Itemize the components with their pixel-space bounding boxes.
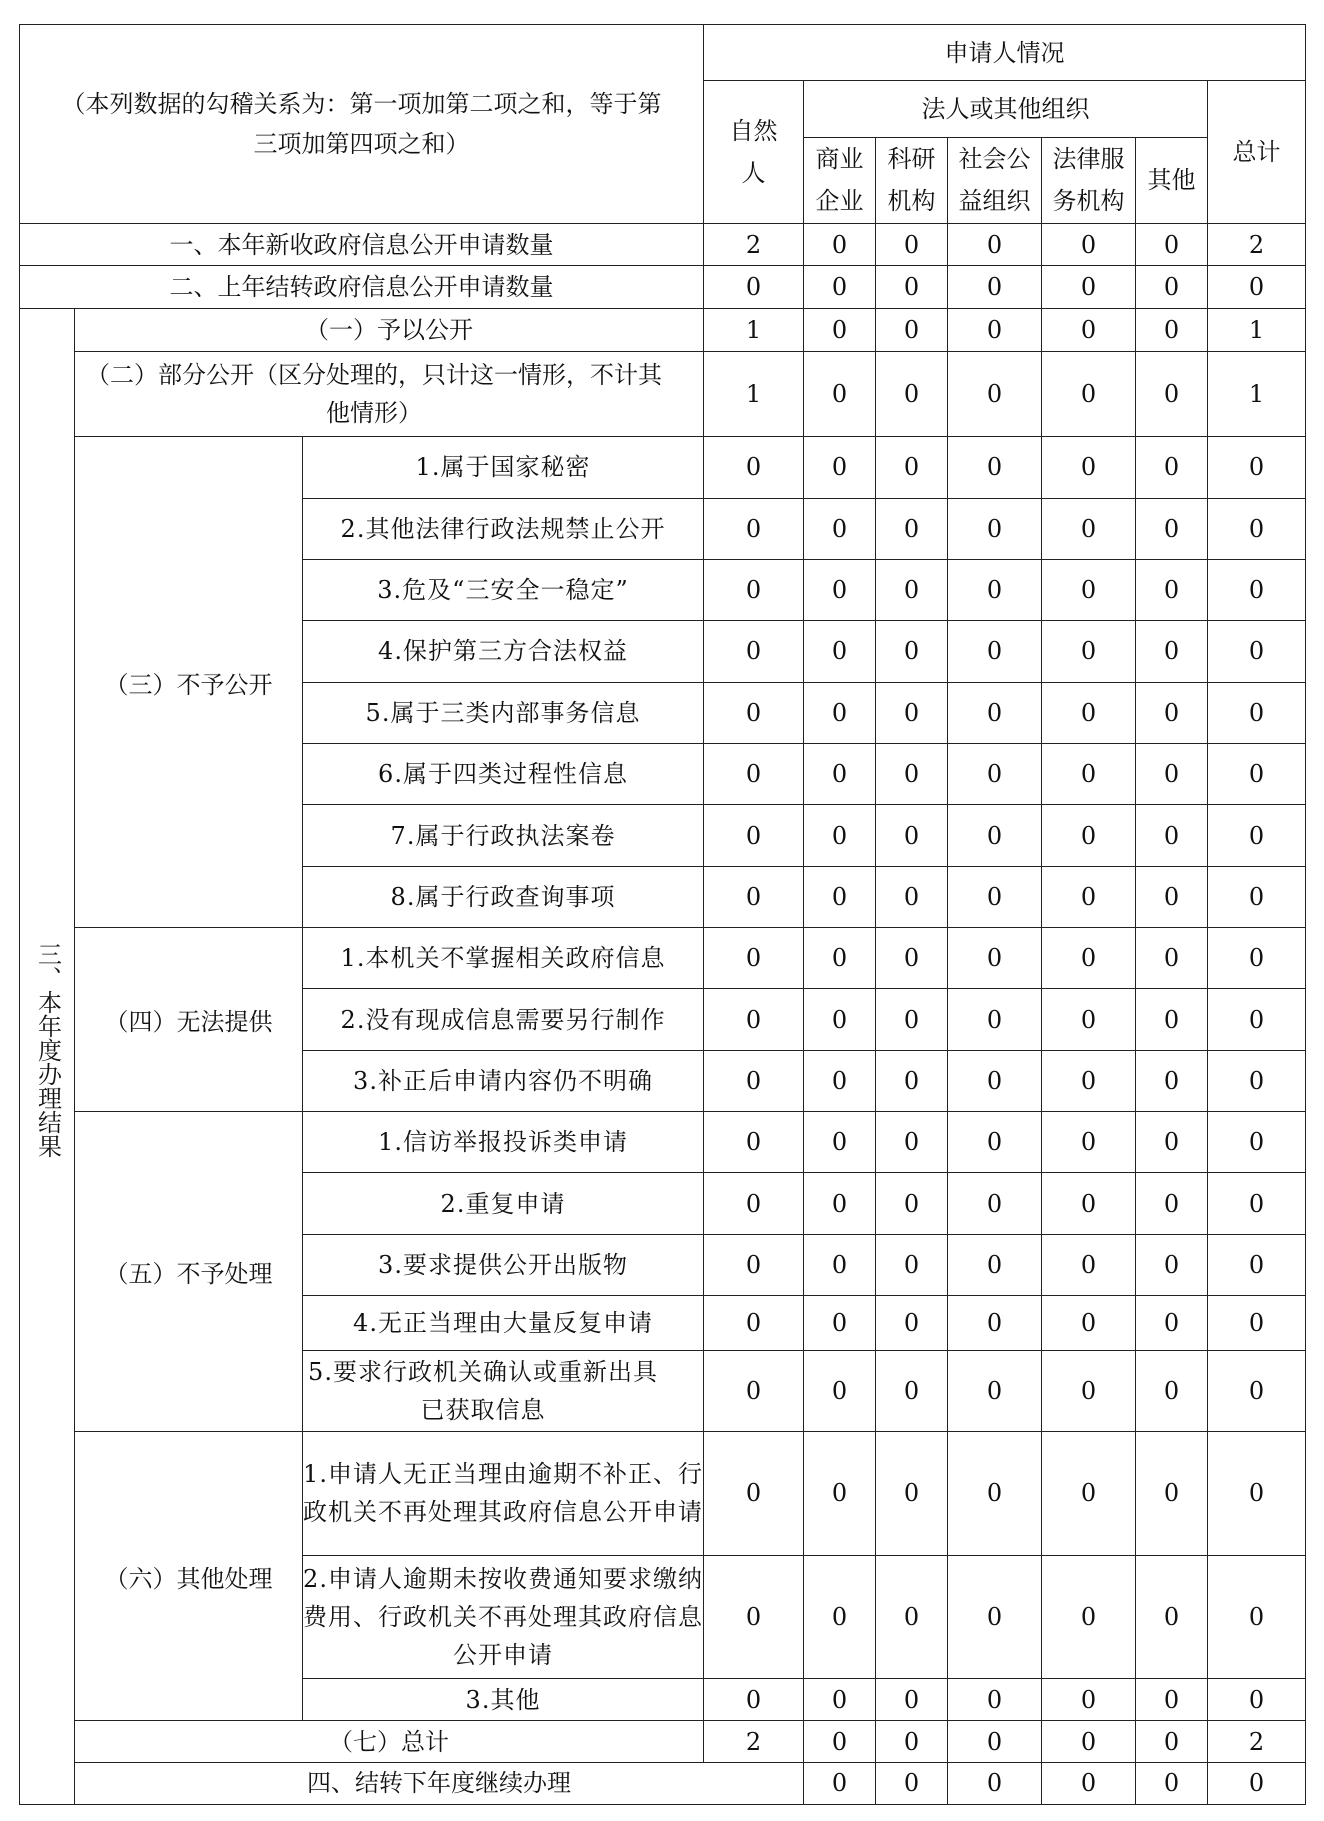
value-cell: 1 [704, 308, 804, 351]
col-header-other: 其他 [1136, 137, 1208, 223]
row-label: 2.重复申请 [303, 1173, 704, 1234]
value-cell: 0 [804, 559, 876, 620]
value-cell: 0 [876, 682, 948, 743]
value-cell: 0 [876, 498, 948, 559]
value-cell: 0 [1208, 1173, 1306, 1234]
value-cell: 0 [1136, 1050, 1208, 1111]
value-cell: 0 [948, 1431, 1042, 1555]
value-cell: 0 [948, 351, 1042, 436]
value-cell: 0 [804, 1173, 876, 1234]
table-row [20, 266, 1306, 308]
row-label: 3.补正后申请内容仍不明确 [303, 1050, 704, 1111]
value-cell: 0 [1208, 989, 1306, 1050]
value-cell: 0 [1208, 621, 1306, 682]
value-cell: 0 [1042, 351, 1136, 436]
row-label: （一）予以公开 [75, 308, 704, 351]
value-cell: 0 [1208, 437, 1306, 498]
value-cell: 0 [804, 1762, 876, 1804]
row-label: 5.属于三类内部事务信息 [303, 682, 704, 743]
row-label: （七）总计 [75, 1721, 704, 1762]
value-cell: 0 [948, 866, 1042, 927]
value-cell: 0 [876, 1679, 948, 1721]
value-cell: 0 [948, 682, 1042, 743]
value-cell: 0 [1042, 866, 1136, 927]
value-cell: 0 [1042, 1234, 1136, 1295]
value-cell: 0 [804, 351, 876, 436]
value-cell: 0 [1136, 1555, 1208, 1679]
value-cell: 1 [704, 351, 804, 436]
value-cell: 0 [1042, 1173, 1136, 1234]
value-cell: 0 [1136, 743, 1208, 804]
value-cell: 0 [876, 866, 948, 927]
value-cell: 0 [1136, 1679, 1208, 1721]
value-cell: 0 [1136, 1721, 1208, 1762]
value-cell: 0 [704, 1296, 804, 1351]
row-label: 一、本年新收政府信息公开申请数量 [20, 224, 704, 266]
table-row [20, 224, 1306, 266]
row-label: 8.属于行政查询事项 [303, 866, 704, 927]
value-cell: 0 [1042, 682, 1136, 743]
value-cell: 0 [1136, 559, 1208, 620]
category-label: （三）不予公开 [75, 437, 303, 928]
row-label: 5.要求行政机关确认或重新出具已获取信息 [303, 1351, 704, 1431]
value-cell: 2 [704, 224, 804, 266]
value-cell: 0 [804, 1555, 876, 1679]
value-cell: 0 [804, 621, 876, 682]
value-cell: 0 [1208, 1431, 1306, 1555]
value-cell: 0 [876, 1351, 948, 1431]
value-cell: 0 [1208, 805, 1306, 866]
value-cell: 0 [876, 1762, 948, 1804]
value-cell: 0 [1136, 805, 1208, 866]
value-cell: 2 [704, 1721, 804, 1762]
table-note: （本列数据的勾稽关系为：第一项加第二项之和，等于第三项加第四项之和） [20, 25, 704, 224]
col-header-legal-service: 法律服务机构 [1042, 137, 1136, 223]
value-cell: 0 [948, 1050, 1042, 1111]
legal-org-header: 法人或其他组织 [804, 81, 1208, 137]
value-cell: 0 [1136, 224, 1208, 266]
value-cell: 0 [1042, 1555, 1136, 1679]
value-cell: 0 [704, 1679, 804, 1721]
value-cell: 0 [1208, 1112, 1306, 1173]
value-cell: 0 [804, 224, 876, 266]
table-row [20, 308, 1306, 351]
value-cell: 0 [1208, 682, 1306, 743]
value-cell: 1 [1208, 351, 1306, 436]
value-cell: 0 [1042, 621, 1136, 682]
value-cell: 0 [804, 928, 876, 989]
value-cell: 0 [948, 1679, 1042, 1721]
value-cell: 0 [704, 498, 804, 559]
value-cell: 0 [1136, 437, 1208, 498]
value-cell: 0 [804, 866, 876, 927]
value-cell: 0 [1136, 1173, 1208, 1234]
value-cell: 0 [804, 682, 876, 743]
value-cell: 0 [804, 437, 876, 498]
statistics-table [19, 24, 1306, 1805]
natural-person-header: 自然人 [704, 81, 804, 224]
row-label: 1.属于国家秘密 [303, 437, 704, 498]
row-label: 3.危及“三安全一稳定” [303, 559, 704, 620]
category-label: （四）无法提供 [75, 928, 303, 1112]
total-header: 总计 [1208, 81, 1306, 224]
value-cell: 0 [1042, 224, 1136, 266]
value-cell: 0 [704, 1050, 804, 1111]
value-cell: 0 [948, 621, 1042, 682]
row-label: （二）部分公开（区分处理的，只计这一情形，不计其他情形） [75, 351, 704, 436]
value-cell: 0 [876, 437, 948, 498]
value-cell: 0 [1042, 1431, 1136, 1555]
col-header-business: 商业企业 [804, 137, 876, 223]
value-cell: 0 [876, 1173, 948, 1234]
section3-text: 三、本年度办理结果 [33, 941, 62, 1158]
value-cell: 0 [804, 805, 876, 866]
row-label: 1.信访举报投诉类申请 [303, 1112, 704, 1173]
value-cell: 0 [948, 266, 1042, 308]
value-cell: 0 [1208, 498, 1306, 559]
value-cell: 0 [804, 743, 876, 804]
value-cell: 0 [1208, 1351, 1306, 1431]
value-cell: 0 [876, 1431, 948, 1555]
value-cell: 0 [876, 1721, 948, 1762]
value-cell: 0 [1042, 805, 1136, 866]
value-cell: 0 [876, 308, 948, 351]
value-cell: 0 [876, 621, 948, 682]
value-cell: 0 [1208, 1050, 1306, 1111]
col-header-public-welfare: 社会公益组织 [948, 137, 1042, 223]
row-label: 3.要求提供公开出版物 [303, 1234, 704, 1295]
table-row [20, 1721, 1306, 1762]
value-cell: 0 [704, 805, 804, 866]
value-cell: 0 [1136, 682, 1208, 743]
table-row [20, 928, 1306, 989]
value-cell: 0 [1042, 743, 1136, 804]
value-cell: 0 [804, 1296, 876, 1351]
value-cell: 0 [1208, 266, 1306, 308]
row-label: 四、结转下年度继续办理 [75, 1762, 804, 1804]
value-cell: 0 [1136, 498, 1208, 559]
value-cell: 0 [704, 266, 804, 308]
value-cell: 0 [1136, 351, 1208, 436]
value-cell: 0 [1042, 437, 1136, 498]
value-cell: 0 [948, 1112, 1042, 1173]
value-cell: 0 [1208, 928, 1306, 989]
row-label: 4.保护第三方合法权益 [303, 621, 704, 682]
value-cell: 0 [1208, 866, 1306, 927]
value-cell: 0 [804, 1721, 876, 1762]
value-cell: 0 [1042, 1050, 1136, 1111]
row-label: 2.其他法律行政法规禁止公开 [303, 498, 704, 559]
value-cell: 0 [704, 1173, 804, 1234]
value-cell: 0 [1042, 1721, 1136, 1762]
value-cell: 0 [804, 989, 876, 1050]
row-label: 2.申请人逾期未按收费通知要求缴纳费用、行政机关不再处理其政府信息公开申请 [303, 1555, 704, 1679]
value-cell: 0 [704, 1555, 804, 1679]
value-cell: 0 [1042, 1296, 1136, 1351]
value-cell: 0 [804, 308, 876, 351]
row-label: 4.无正当理由大量反复申请 [303, 1296, 704, 1351]
value-cell: 0 [1042, 559, 1136, 620]
value-cell: 0 [1136, 1296, 1208, 1351]
table-row [20, 1762, 1306, 1804]
value-cell: 0 [1136, 308, 1208, 351]
value-cell: 0 [876, 559, 948, 620]
value-cell: 0 [704, 743, 804, 804]
value-cell: 0 [1136, 928, 1208, 989]
value-cell: 0 [948, 1555, 1042, 1679]
table-row [20, 1431, 1306, 1555]
value-cell: 0 [876, 266, 948, 308]
value-cell: 0 [948, 805, 1042, 866]
value-cell: 0 [1042, 308, 1136, 351]
value-cell: 0 [704, 437, 804, 498]
value-cell: 0 [704, 1351, 804, 1431]
value-cell: 0 [704, 682, 804, 743]
value-cell: 0 [1042, 1679, 1136, 1721]
value-cell: 0 [1136, 621, 1208, 682]
value-cell: 0 [876, 1234, 948, 1295]
value-cell: 0 [948, 1173, 1042, 1234]
value-cell: 0 [704, 866, 804, 927]
col-header-research: 科研机构 [876, 137, 948, 223]
value-cell: 0 [804, 1234, 876, 1295]
value-cell: 0 [704, 1234, 804, 1295]
value-cell: 0 [948, 559, 1042, 620]
value-cell: 0 [1042, 928, 1136, 989]
value-cell: 0 [1042, 266, 1136, 308]
value-cell: 0 [948, 1296, 1042, 1351]
value-cell: 0 [876, 1050, 948, 1111]
value-cell: 0 [1136, 266, 1208, 308]
value-cell: 0 [948, 1721, 1042, 1762]
value-cell: 0 [804, 498, 876, 559]
value-cell: 0 [1136, 1234, 1208, 1295]
value-cell: 0 [948, 308, 1042, 351]
section3-label [20, 308, 75, 1804]
row-label: 1.申请人无正当理由逾期不补正、行政机关不再处理其政府信息公开申请 [303, 1431, 704, 1555]
value-cell: 0 [804, 266, 876, 308]
value-cell: 0 [804, 1679, 876, 1721]
value-cell: 0 [804, 1050, 876, 1111]
table-row [20, 1112, 1306, 1173]
value-cell: 0 [948, 989, 1042, 1050]
value-cell: 0 [1136, 1762, 1208, 1804]
row-label: 2.没有现成信息需要另行制作 [303, 989, 704, 1050]
value-cell: 0 [876, 743, 948, 804]
row-label: 1.本机关不掌握相关政府信息 [303, 928, 704, 989]
value-cell: 0 [704, 621, 804, 682]
row-label: 3.其他 [303, 1679, 704, 1721]
value-cell: 0 [876, 1555, 948, 1679]
row-label: 7.属于行政执法案卷 [303, 805, 704, 866]
category-label: （五）不予处理 [75, 1112, 303, 1432]
value-cell: 0 [704, 1112, 804, 1173]
value-cell: 0 [948, 743, 1042, 804]
table-row [20, 351, 1306, 436]
value-cell: 0 [1042, 1351, 1136, 1431]
category-label: （六）其他处理 [75, 1431, 303, 1721]
value-cell: 0 [704, 928, 804, 989]
value-cell: 0 [804, 1351, 876, 1431]
applicant-header: 申请人情况 [704, 25, 1306, 81]
value-cell: 0 [1208, 559, 1306, 620]
value-cell: 0 [876, 1112, 948, 1173]
value-cell: 0 [804, 1112, 876, 1173]
value-cell: 0 [948, 1351, 1042, 1431]
value-cell: 0 [1136, 1112, 1208, 1173]
value-cell: 0 [1208, 1296, 1306, 1351]
value-cell: 0 [1208, 1679, 1306, 1721]
value-cell: 0 [804, 1431, 876, 1555]
value-cell: 1 [1208, 308, 1306, 351]
value-cell: 0 [1136, 1431, 1208, 1555]
value-cell: 0 [876, 989, 948, 1050]
value-cell: 0 [1136, 989, 1208, 1050]
value-cell: 0 [1208, 743, 1306, 804]
value-cell: 0 [876, 224, 948, 266]
table-row [20, 437, 1306, 498]
value-cell: 0 [1042, 1762, 1136, 1804]
value-cell: 0 [948, 1234, 1042, 1295]
value-cell: 0 [1042, 498, 1136, 559]
value-cell: 0 [704, 989, 804, 1050]
value-cell: 0 [1042, 989, 1136, 1050]
value-cell: 0 [1136, 1351, 1208, 1431]
value-cell: 0 [1136, 866, 1208, 927]
value-cell: 0 [1208, 1762, 1306, 1804]
value-cell: 0 [704, 1431, 804, 1555]
value-cell: 0 [948, 498, 1042, 559]
value-cell: 0 [876, 928, 948, 989]
value-cell: 0 [948, 437, 1042, 498]
value-cell: 0 [948, 1762, 1042, 1804]
value-cell: 0 [948, 928, 1042, 989]
value-cell: 0 [876, 351, 948, 436]
value-cell: 0 [1042, 1112, 1136, 1173]
value-cell: 0 [876, 1296, 948, 1351]
value-cell: 2 [1208, 1721, 1306, 1762]
value-cell: 2 [1208, 224, 1306, 266]
value-cell: 0 [948, 224, 1042, 266]
row-label: 二、上年结转政府信息公开申请数量 [20, 266, 704, 308]
value-cell: 0 [1208, 1555, 1306, 1679]
value-cell: 0 [876, 805, 948, 866]
value-cell: 0 [1208, 1234, 1306, 1295]
value-cell: 0 [704, 559, 804, 620]
row-label: 6.属于四类过程性信息 [303, 743, 704, 804]
